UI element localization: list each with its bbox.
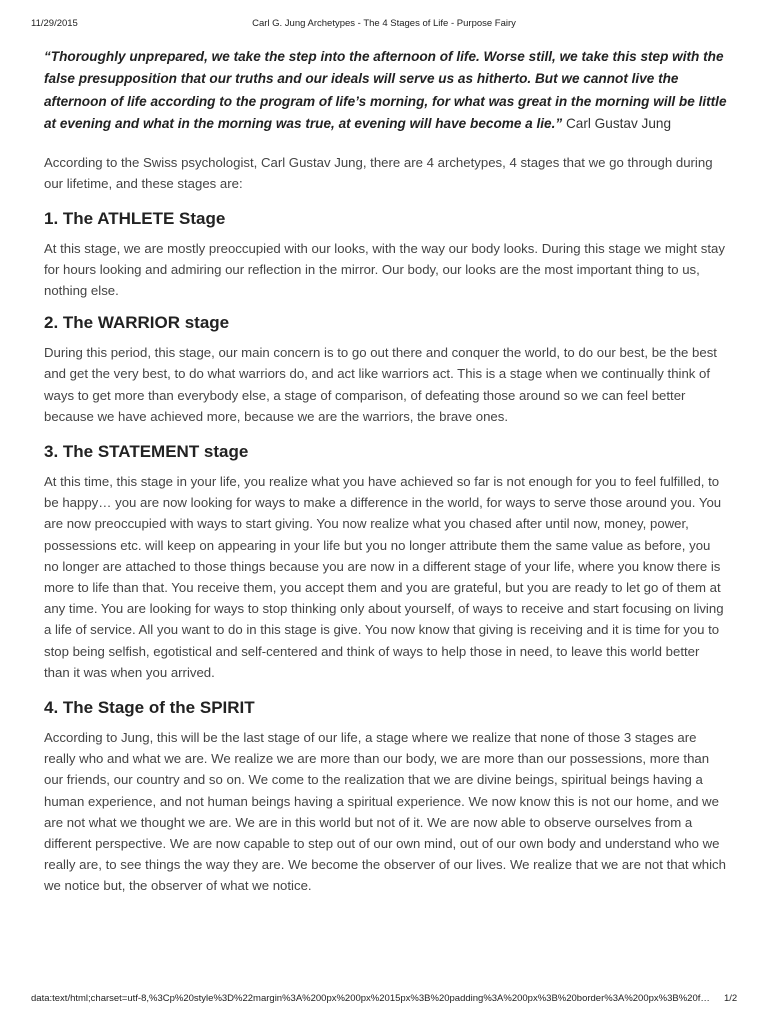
- print-header: [0, 0, 768, 36]
- stage-4-text: According to Jung, this will be the last stage of our life, a stage where we realize that none of those 3 stages are really who and what we are. We realize we are more than our body, we are more than our possessions, more than our friends, our country and so on. We come to the realization that we are divine beings, spiritual beings having a human experience, and not human beings having a spiritual experience. We now know this is not our home, and we are not what we thought we are. We are in this world but not of it. We are now able to observe ourselves from a different perspective. We are now capable to step out of our own mind, out of our own body and understand who we really are, to see things the way they are. We become the observer of our lives. We realize that we are not that which we notice but, the observer of what we notice.: [44, 730, 726, 894]
- page-number: 1/2: [724, 993, 738, 1004]
- stage-2-heading: 2. The WARRIOR stage: [44, 313, 230, 333]
- print-footer: [0, 993, 768, 1013]
- stage-1-heading: 1. The ATHLETE Stage: [44, 208, 226, 228]
- print-date: 11/29/2015: [31, 18, 78, 29]
- print-title: Carl G. Jung Archetypes - The 4 Stages of Life - Purpose Fairy: [252, 18, 516, 29]
- stage-1-text: At this stage, we are mostly preoccupied with our looks, with the way our body looks. During this stage we might stay for hours looking and admiring our reflection in the mirror. Our body, our looks are the most important thing to us, nothing else.: [44, 240, 725, 298]
- article-content: [44, 46, 728, 897]
- opening-quote: [44, 46, 728, 135]
- stage-4-heading: 4. The Stage of the SPIRIT: [44, 698, 255, 718]
- stage-2-text: During this period, this stage, our main concern is to go out there and conquer the world, to do our best, be the best and get the very best, to do what warriors do, and act like warriors act. This is a stage when we continually think of ways to get more than everybody else, a stage of comparison, of defeating those around so we can feel better because we have achieved more, because we are the warriors, the brave ones.: [44, 345, 717, 424]
- intro-paragraph: According to the Swiss psychologist, Carl Gustav Jung, there are 4 archetypes, 4 stages that we go through during our lifetime, and these stages are:: [44, 155, 713, 192]
- stage-3-heading: 3. The STATEMENT stage: [44, 442, 249, 462]
- stage-3-text: At this time, this stage in your life, you realize what you have achieved so far is not enough for you to feel fulfilled, to be happy… you are now looking for ways to make a difference in the world, for ways to serve those around you. You are now preoccupied with ways to start giving. You now realize what you chased after until now, money, power, possessions etc. will keep on appearing in your life but you no longer attribute them the same value as before, you no longer are attached to those things because you are now in a different stage of your life, where you know there is more to life than that. You receive them, you accept them and you are grateful, but you are ready to let go of them at any time. You are looking for ways to stop thinking only about yourself, of ways to receive and start focusing on living a life of service. All you want to do in this stage is give. You now know that giving is receiving and it is time for you to stop being selfish, egotistical and self-centered and think of ways to help those in need, to leave this world better than it was when you arrived.: [44, 474, 724, 680]
- print-url: data:text/html;charset=utf-8,%3Cp%20style%3D%22margin%3A%200px%200px%2015px%3B%20padding%3A%200px%3B%20border%3A%200px%3B%20f…: [31, 993, 710, 1004]
- quote-author: Carl Gustav Jung: [565, 115, 672, 131]
- quote-text: “Thoroughly unprepared, we take the step into the afternoon of life. Worse still, we take this step with the false presupposition that our truths and our ideals will serve us as hitherto. But we cannot live the afternoon of life according to the program of life’s morning, for what was great in the morning will be little at evening and what in the morning was true, at evening will have become a lie.”: [44, 49, 727, 131]
